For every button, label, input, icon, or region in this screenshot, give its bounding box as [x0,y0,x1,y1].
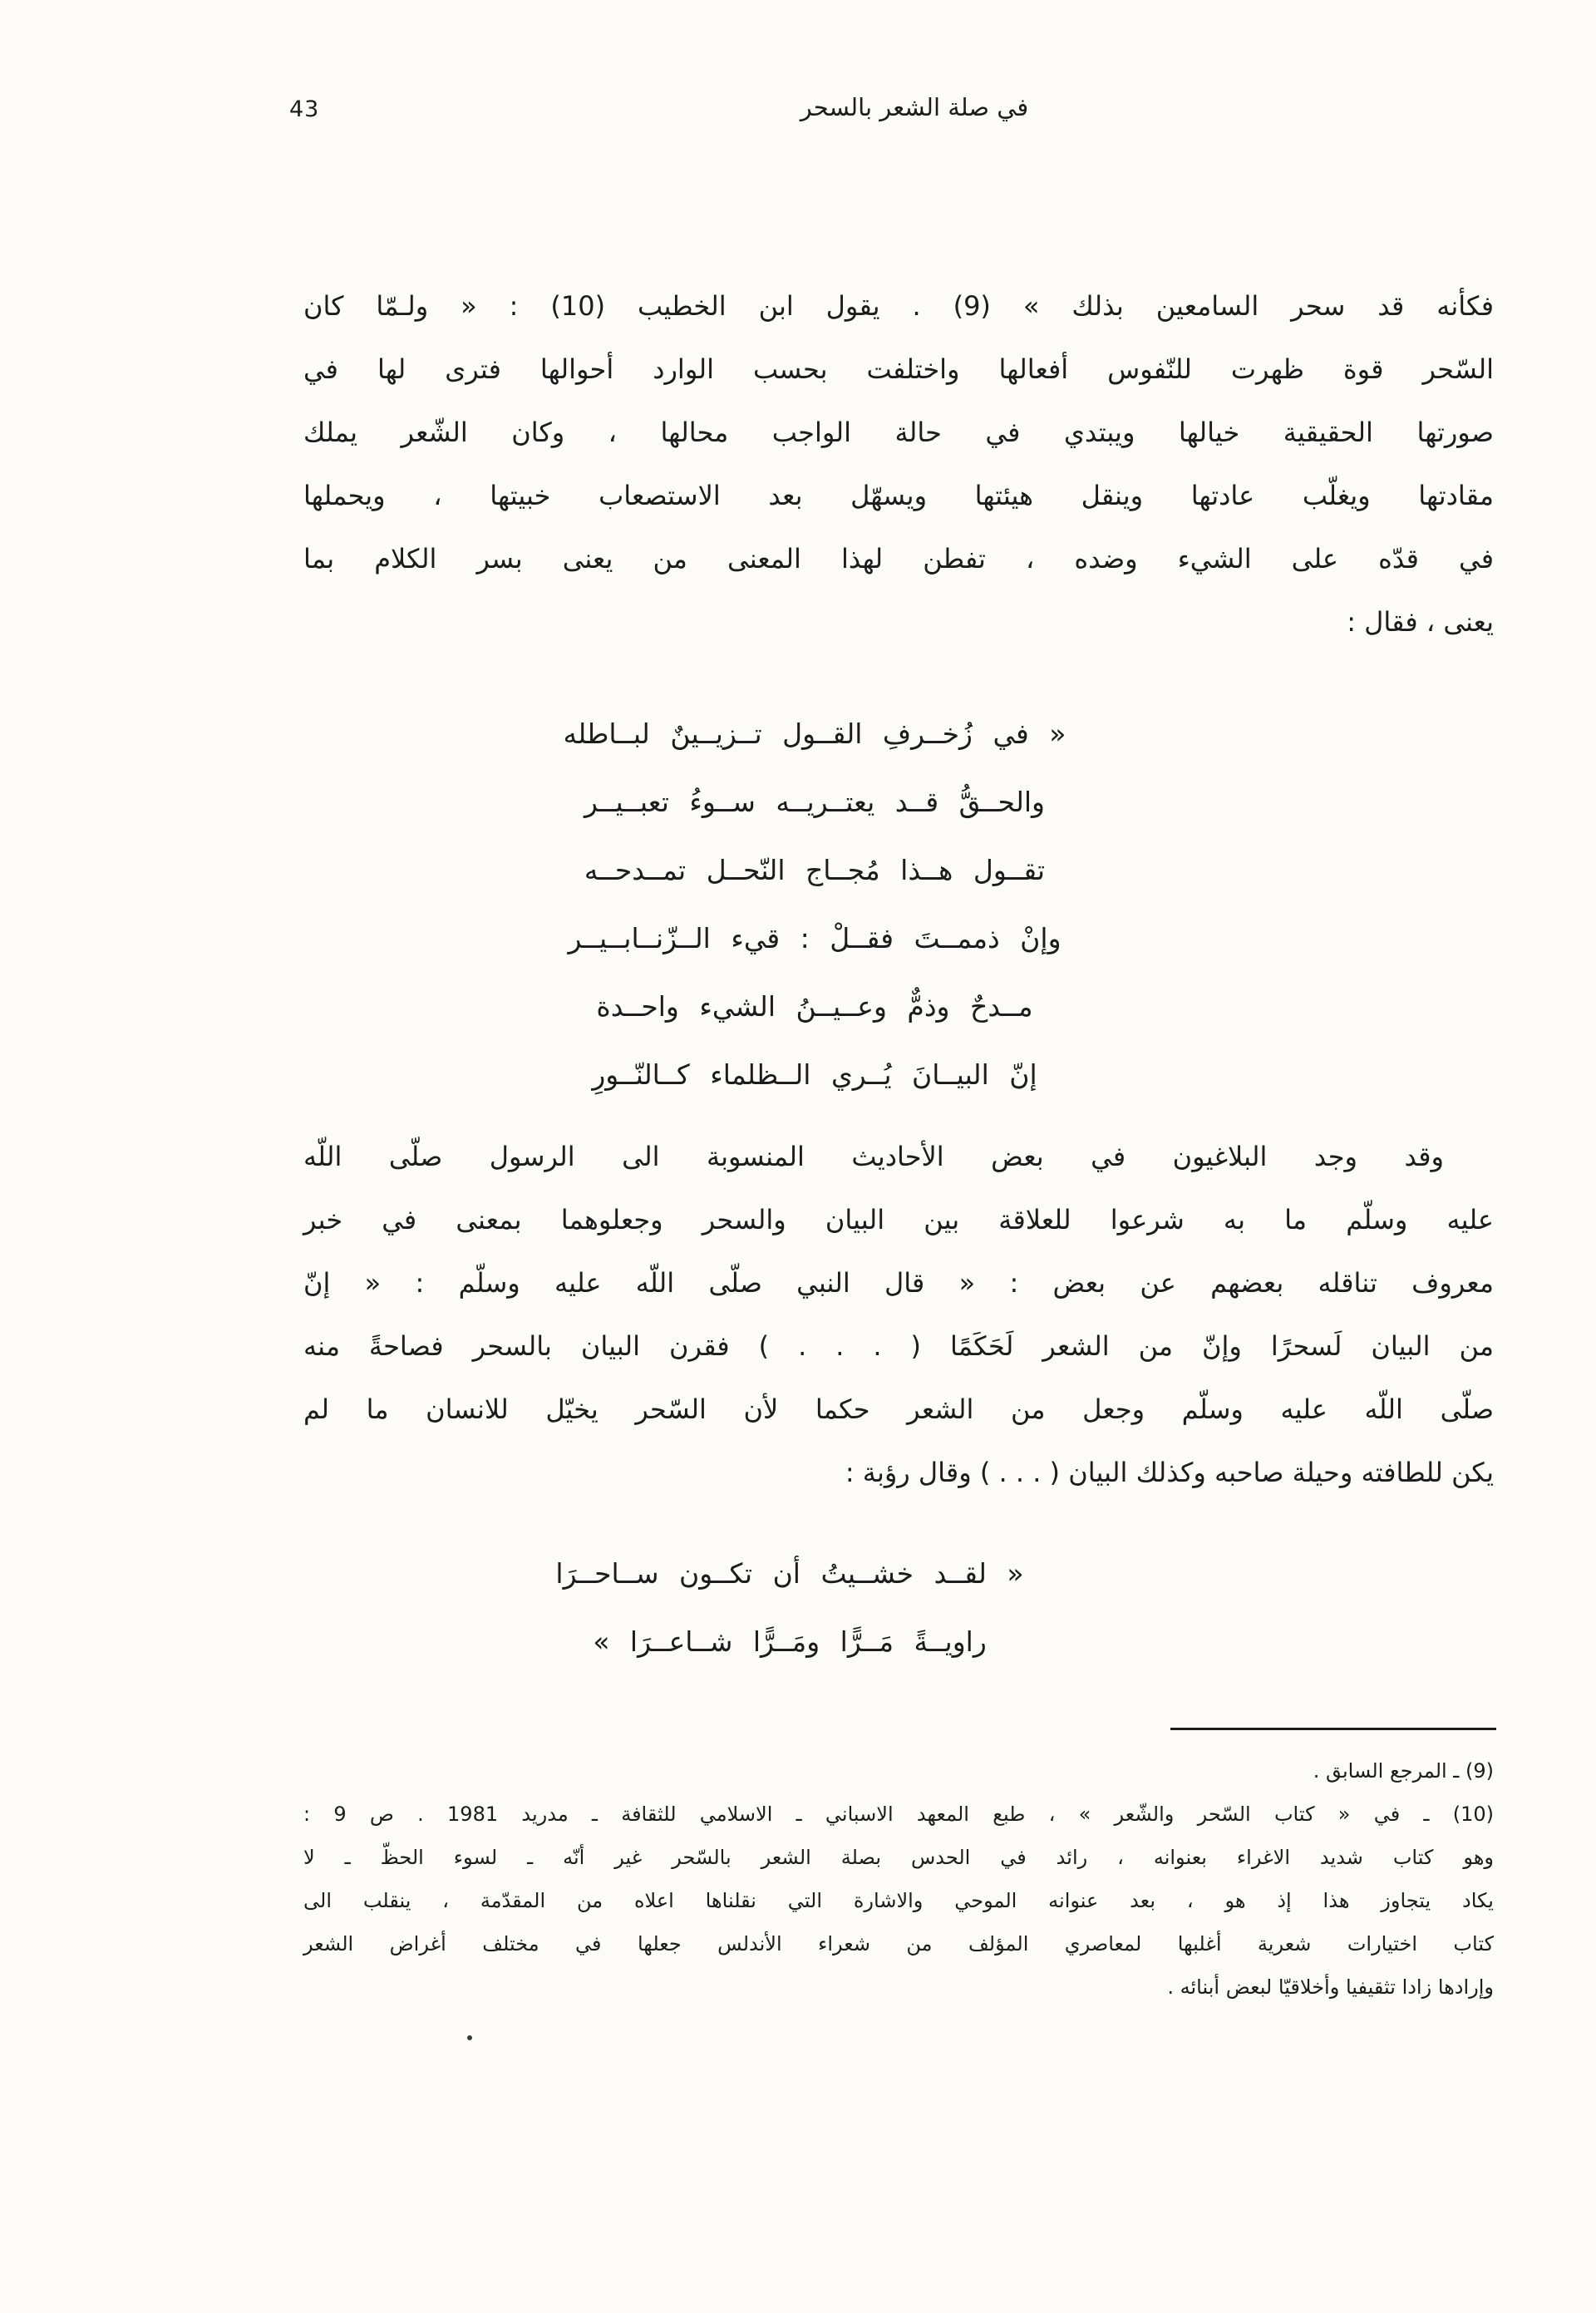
footnote-separator-rule [1170,1728,1496,1730]
text-line: السّحر قوة ظهرت للنّفوس أفعالها واختلفت بحسب الوارد أحوالها فترى لها في [303,353,1494,385]
text-line: إنّ البيــانَ يُــري الــظلماء كــالنّــورِ [592,1058,1037,1091]
poem-block-1 [303,700,1326,1109]
text-line: صورتها الحقيقية خيالها ويبتدي في حالة الواجب محالها ، وكان الشّعر يملك [303,417,1494,448]
page-number: 43 [289,96,320,122]
text-line: وإنْ ذممــتَ فقــلْ : قيء الــزّنــابــيــر [568,922,1062,954]
text-line: والحــقُّ قــد يعتــريــه ســوءُ تعبــيــر [584,786,1045,818]
text-line: « لقــد خشــيتُ أن تكــون ســاحــرَا [555,1557,1024,1590]
text-line: يكاد يتجاوز هذا إذ هو ، بعد عنوانه الموحي والاشارة التي نقلناها اعلاه من المقدّمة ، ينقلب الى [303,1889,1494,1912]
page-header-title: في صلة الشعر بالسحر [800,93,1029,121]
poem-block-2 [303,1540,1276,1676]
text-line: (10) ـ في « كتاب السّحر والشّعر » ، طبع المعهد الاسباني ـ الاسلامي للثقافة ـ مدريد 1981 . ص 9 : [303,1803,1495,1826]
text-line: وقد وجد البلاغيون في بعض الأحاديث المنسوبة الى الرسول صلّى اللّه [303,1141,1444,1172]
text-line: معروف تناقله بعضهم عن بعض : « قال النبي صلّى اللّه عليه وسلّم : « إنّ [303,1267,1494,1299]
text-line: تقــول هــذا مُجــاج النّحــل تمــدحــه [584,854,1046,886]
text-line: من البيان لَسحرًا وإنّ من الشعر لَحَكَمًا ( . . . ) فقرن البيان بالسحر فصاحةً منه [303,1330,1494,1362]
text-line: « في زُخــرفِ القــول تــزيــينٌ لبــاطله [563,718,1066,750]
text-line: في قدّه على الشيء وضده ، تفطن لهذا المعنى من يعنى بسر الكلام بما [303,543,1494,575]
text-line: وإرادها زادا تثقيفيا وأخلاقيّا لبعض أبنائه . [1167,1975,1494,1999]
text-line: عليه وسلّم ما به شرعوا للعلاقة بين البيان والسحر وجعلوهما بمعنى في خبر [303,1204,1494,1235]
text-line: وهو كتاب شديد الاغراء بعنوانه ، رائد في الحدس بصلة الشعر بالسّحر غير أنّه ـ لسوء الحظّ ـ لا [303,1846,1494,1869]
footnotes-block [303,1749,1494,2009]
text-line: فكأنه قد سحر السامعين بذلك » (9) . يقول ابن الخطيب (10) : « ولـمّا كان [303,290,1495,322]
body-paragraph-2 [303,1125,1494,1504]
text-line: (9) ـ المرجع السابق . [1313,1759,1494,1783]
text-line: يعنى ، فقال : [1347,606,1494,638]
body-paragraph-1 [303,274,1494,653]
text-line: يكن للطافته وحيلة صاحبه وكذلك البيان ( . . . ) وقال رؤبة : [845,1457,1494,1488]
text-line: راويــةً مَــرًّا ومَــرًّا شــاعــرَا » [593,1625,987,1658]
text-line: كتاب اختيارات شعرية أغلبها لمعاصري المؤلف من شعراء الأندلس جعلها في مختلف أغراض الشعر [303,1932,1494,1955]
text-line: مقادتها ويغلّب عادتها وينقل هيئتها ويسهّل بعد الاستصعاب خبيتها ، ويحملها [303,480,1494,511]
text-line: مــدحٌ وذمٌّ وعــيــنُ الشيء واحــدة [596,990,1033,1023]
text-line: صلّى اللّه عليه وسلّم وجعل من الشعر حكما لأن السّحر يخيّل للانسان ما لم [303,1393,1494,1425]
stray-ink-dot [467,2035,472,2040]
